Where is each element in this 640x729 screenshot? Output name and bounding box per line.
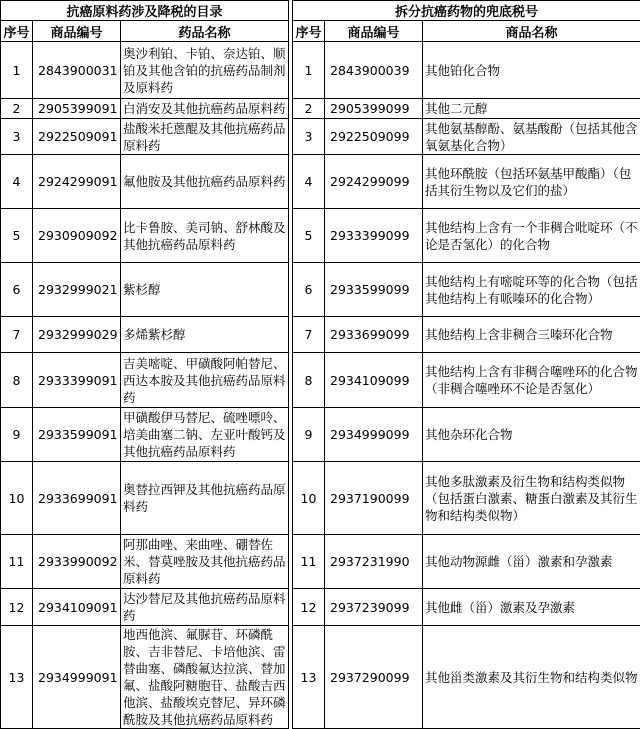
left-name-cell: 比卡鲁胺、美司钠、舒林酸及其他抗癌药品原料药: [121, 209, 289, 263]
right-name-cell: 其他多肽激素及衍生物和结构类似物（包括蛋白激素、糖蛋白激素及其衍生物和结构类似物）: [423, 462, 640, 535]
left-seq-cell: 13: [1, 626, 33, 729]
left-name-cell: 白消安及其他抗癌药品原料药: [121, 99, 289, 119]
left-code-cell: 2933599091: [33, 408, 121, 462]
right-code-cell: 2937190099: [325, 462, 423, 535]
right-code-cell: 2933699099: [325, 317, 423, 353]
right-name-cell: 其他结构上含非稠合三嗪环化合物: [423, 317, 640, 353]
left-code-cell: 2934109091: [33, 589, 121, 626]
right-code-cell: 2937231990: [325, 535, 423, 589]
right-seq-cell: 7: [293, 317, 325, 353]
left-code-cell: 2933990092: [33, 535, 121, 589]
table-row: [1, 535, 640, 589]
right-name-cell: 其他结构上含有一个非稠合吡啶环（不论是否氢化）的化合物: [423, 209, 640, 263]
right-code-cell: 2933399099: [325, 209, 423, 263]
right-name-cell: 其他结构上含有非稠合噻唑环的化合物（非稠合噻唑环不论是否氢化）: [423, 353, 640, 408]
right-seq-cell: 13: [293, 626, 325, 729]
right-name-cell: 其他氨基醇酚、氨基酸酚（包括其他含氧氨基化合物）: [423, 119, 640, 155]
left-table-title: 抗癌原料药涉及降税的目录: [1, 1, 289, 21]
left-code-cell: 2933699091: [33, 462, 121, 535]
left-code-cell: 2932999029: [33, 317, 121, 353]
table-row: [1, 408, 640, 462]
left-seq-header: 序号: [1, 21, 33, 42]
left-name-cell: 奥沙利铂、卡铂、奈达铂、顺铂及其他含铂的抗癌药品制剂及原料药: [121, 42, 289, 99]
right-code-cell: 2934109099: [325, 353, 423, 408]
right-seq-cell: 2: [293, 99, 325, 119]
right-name-cell: 其他结构上有嘧啶环等的化合物（包括其他结构上有哌嗪环的化合物）: [423, 263, 640, 317]
table-row: [1, 263, 640, 317]
left-name-cell: 氟他胺及其他抗癌药品原料药: [121, 155, 289, 209]
table-row: [1, 209, 640, 263]
right-name-cell: 其他雌（甾）激素及孕激素: [423, 589, 640, 626]
left-seq-cell: 2: [1, 99, 33, 119]
left-seq-cell: 3: [1, 119, 33, 155]
right-seq-cell: 8: [293, 353, 325, 408]
left-name-cell: 奥替拉西钾及其他抗癌药品原料药: [121, 462, 289, 535]
right-seq-cell: 5: [293, 209, 325, 263]
left-code-cell: 2930909092: [33, 209, 121, 263]
left-seq-cell: 11: [1, 535, 33, 589]
right-code-cell: 2937290099: [325, 626, 423, 729]
title-row: [1, 1, 640, 21]
right-seq-cell: 1: [293, 42, 325, 99]
right-seq-cell: 12: [293, 589, 325, 626]
left-code-cell: 2933399091: [33, 353, 121, 408]
left-seq-cell: 6: [1, 263, 33, 317]
left-name-cell: 地西他滨、氟脲苷、环磷酰胺、吉非替尼、卡培他滨、雷替曲塞、磷酸氟达拉滨、替加氟、盐酸阿糖胞苷、盐酸吉西他滨、盐酸埃克替尼、异环磷酰胺及其他抗癌药品原料药: [121, 626, 289, 729]
right-name-cell: 其他动物源雌（甾）激素和孕激素: [423, 535, 640, 589]
right-code-cell: 2922509099: [325, 119, 423, 155]
left-name-cell: 甲磺酸伊马替尼、硫唑嘌呤、培美曲塞二钠、左亚叶酸钙及其他抗癌药品原料药: [121, 408, 289, 462]
right-name-cell: 其他甾类激素及其衍生物和结构类似物: [423, 626, 640, 729]
right-name-cell: 其他铂化合物: [423, 42, 640, 99]
left-seq-cell: 1: [1, 42, 33, 99]
right-table-title: 拆分抗癌药物的兜底税号: [293, 1, 640, 21]
right-code-cell: 2933599099: [325, 263, 423, 317]
left-code-cell: 2905399091: [33, 99, 121, 119]
right-name-cell: 其他杂环化合物: [423, 408, 640, 462]
table-row: [1, 99, 640, 119]
left-code-cell: 2934999091: [33, 626, 121, 729]
right-seq-header: 序号: [293, 21, 325, 42]
left-seq-cell: 4: [1, 155, 33, 209]
left-code-cell: 2924299091: [33, 155, 121, 209]
right-code-header: 商品编号: [325, 21, 423, 42]
left-code-cell: 2843900031: [33, 42, 121, 99]
left-code-cell: 2932999021: [33, 263, 121, 317]
table-row: [1, 317, 640, 353]
table-row: [1, 462, 640, 535]
right-seq-cell: 3: [293, 119, 325, 155]
right-name-header: 商品名称: [423, 21, 640, 42]
table-row: [1, 353, 640, 408]
left-name-cell: 多烯紫杉醇: [121, 317, 289, 353]
right-seq-cell: 4: [293, 155, 325, 209]
right-code-cell: 2937239099: [325, 589, 423, 626]
right-name-cell: 其他二元醇: [423, 99, 640, 119]
left-seq-cell: 10: [1, 462, 33, 535]
right-name-cell: 其他环酰胺（包括环氨基甲酸酯）（包括其衍生物以及它们的盐）: [423, 155, 640, 209]
table-row: [1, 589, 640, 626]
left-name-header: 药品名称: [121, 21, 289, 42]
right-seq-cell: 11: [293, 535, 325, 589]
left-seq-cell: 8: [1, 353, 33, 408]
left-name-cell: 达沙替尼及其他抗癌药品原料药: [121, 589, 289, 626]
left-code-cell: 2922509091: [33, 119, 121, 155]
left-seq-cell: 5: [1, 209, 33, 263]
left-name-cell: 盐酸米托蒽醌及其他抗癌药品原料药: [121, 119, 289, 155]
table-row: [1, 119, 640, 155]
left-name-cell: 吉美嘧啶、甲磺酸阿帕替尼、西达本胺及其他抗癌药品原料药: [121, 353, 289, 408]
right-code-cell: 2924299099: [325, 155, 423, 209]
table-row: [1, 155, 640, 209]
right-code-cell: 2905399099: [325, 99, 423, 119]
left-code-header: 商品编号: [33, 21, 121, 42]
left-name-cell: 紫杉醇: [121, 263, 289, 317]
table-row: [1, 42, 640, 99]
right-seq-cell: 10: [293, 462, 325, 535]
left-seq-cell: 7: [1, 317, 33, 353]
left-seq-cell: 9: [1, 408, 33, 462]
right-seq-cell: 9: [293, 408, 325, 462]
right-code-cell: 2843900039: [325, 42, 423, 99]
column-header-row: [1, 21, 640, 42]
left-seq-cell: 12: [1, 589, 33, 626]
left-name-cell: 阿那曲唑、来曲唑、硼替佐米、替莫唑胺及其他抗癌药品原料药: [121, 535, 289, 589]
right-code-cell: 2934999099: [325, 408, 423, 462]
right-seq-cell: 6: [293, 263, 325, 317]
table-row: [1, 626, 640, 729]
